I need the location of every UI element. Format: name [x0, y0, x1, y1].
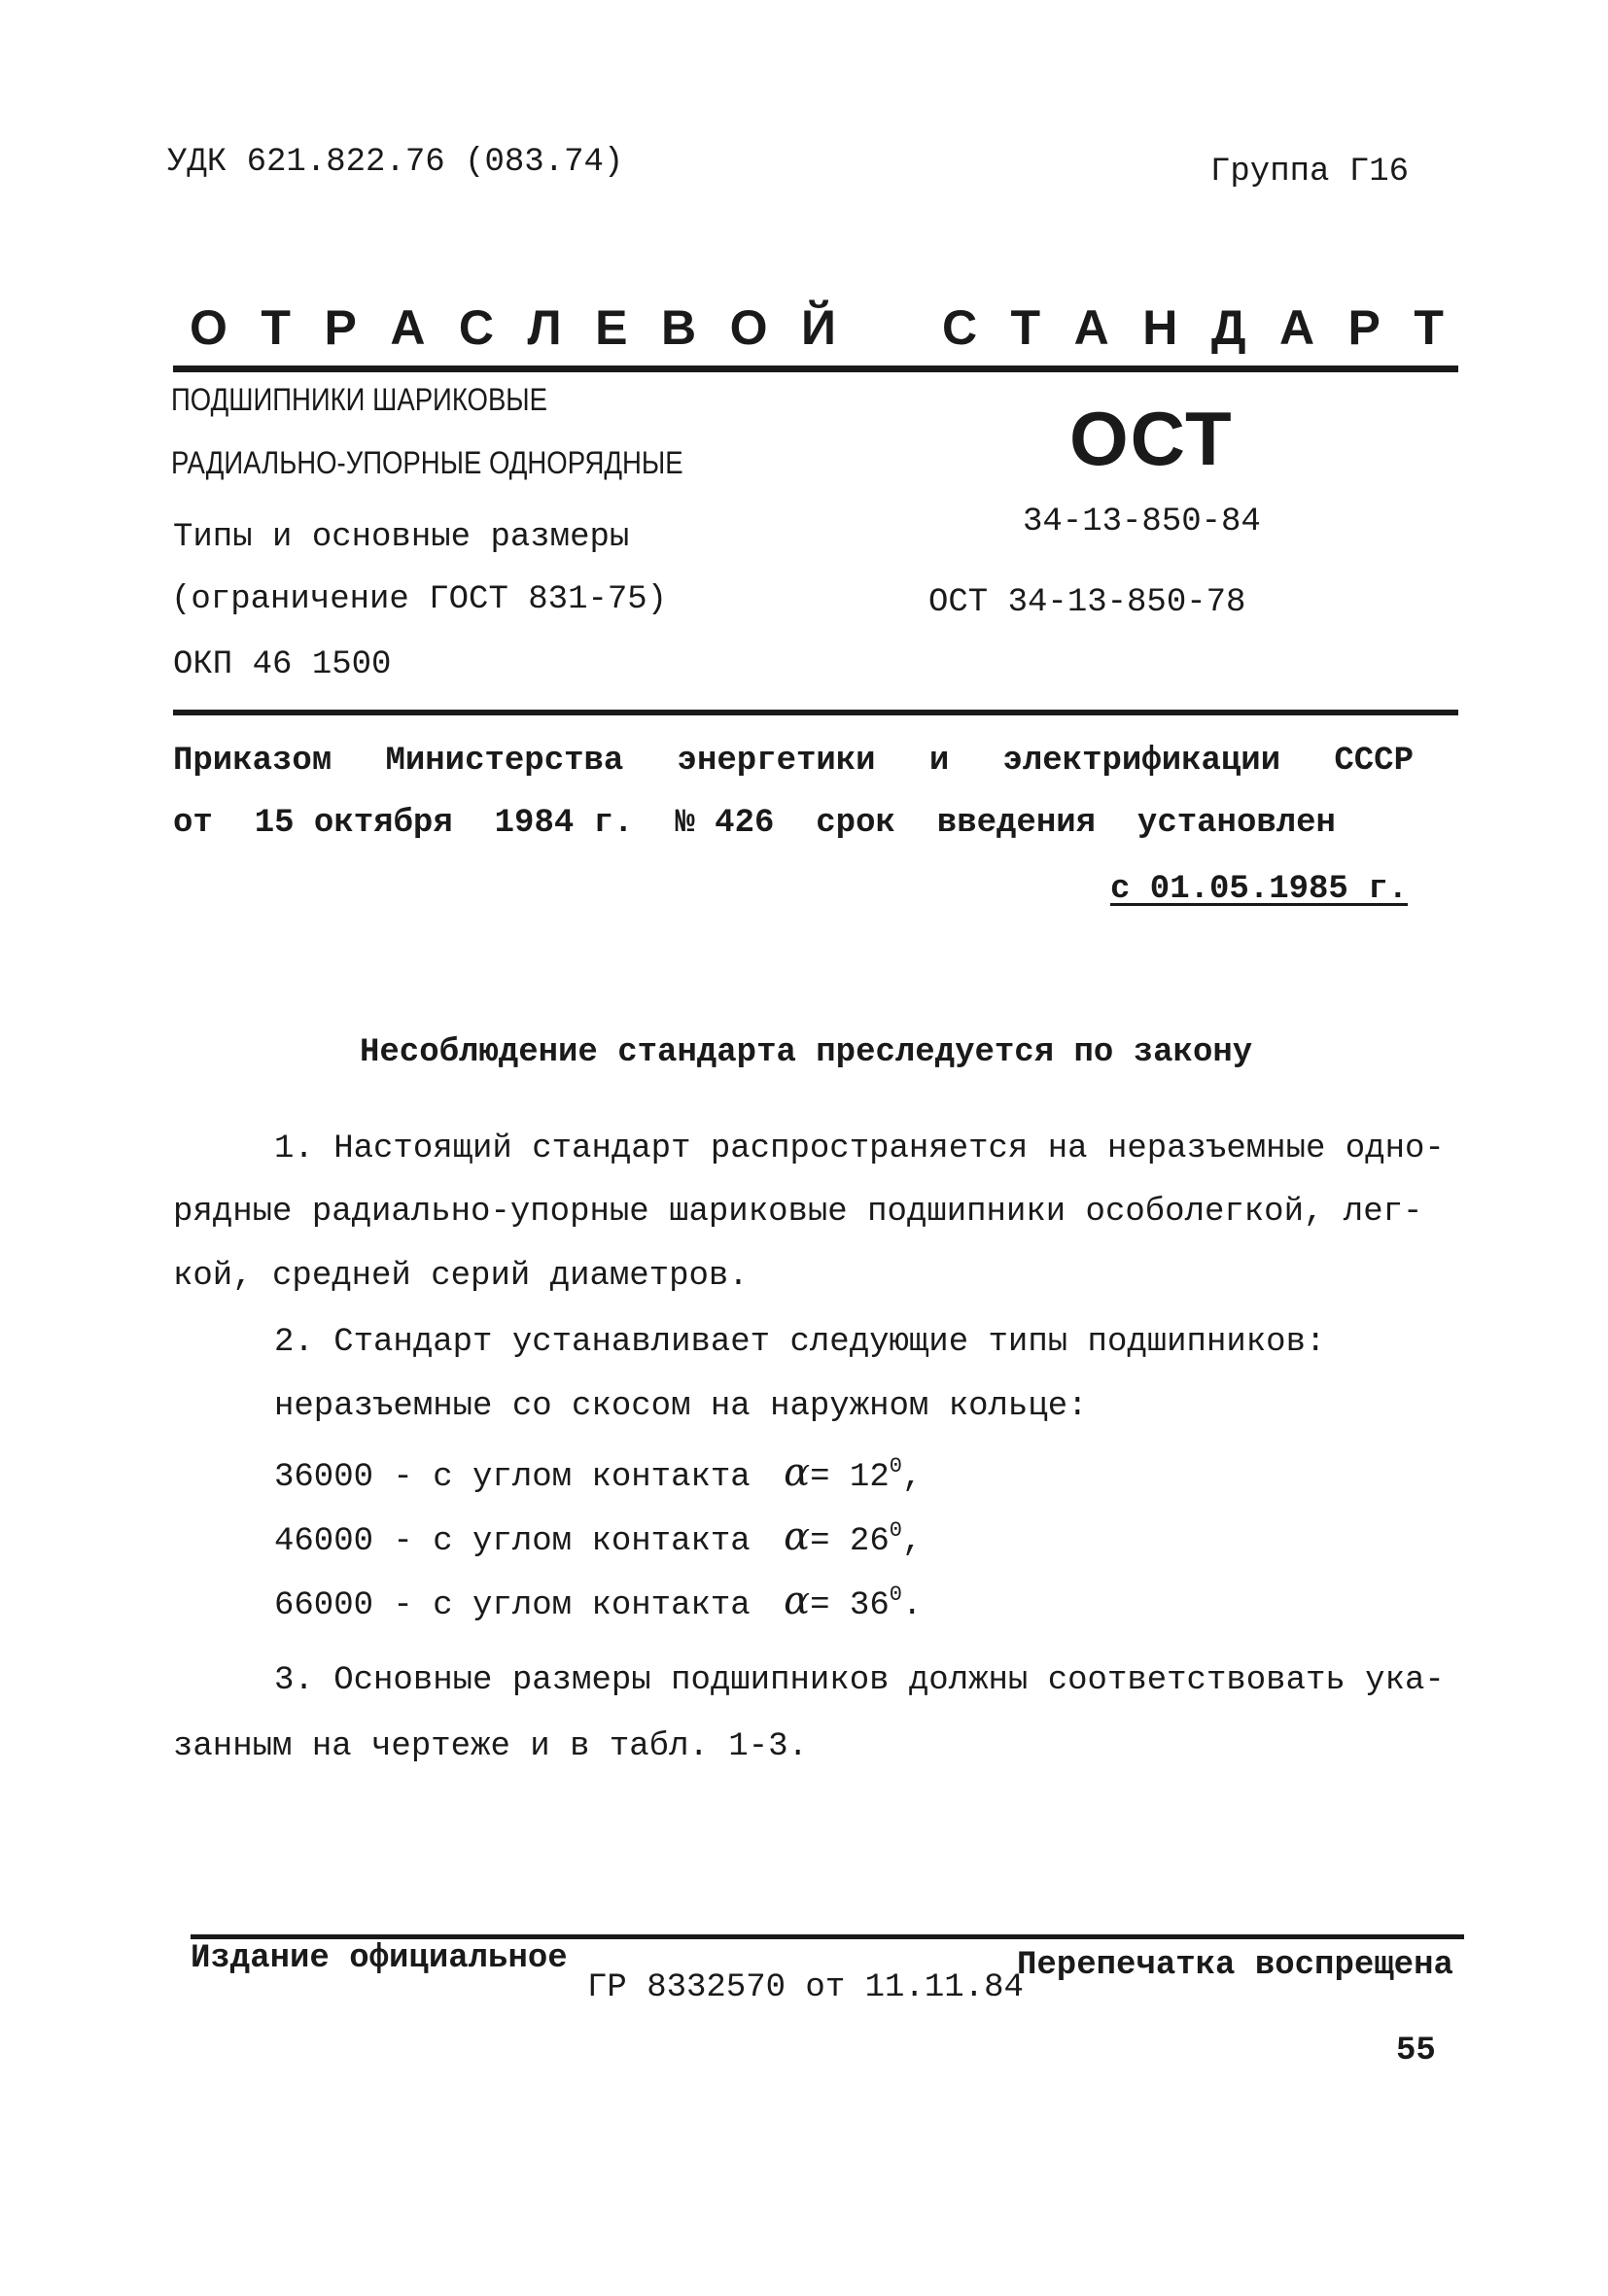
- banner-letter: Т: [261, 300, 291, 355]
- registration-number: ГР 8332570 от 11.11.84: [587, 1969, 1024, 2006]
- order-word: срок: [816, 805, 895, 842]
- order-word: Министерства: [385, 743, 624, 780]
- banner-letter: Т: [1010, 300, 1041, 355]
- paragraph-1-line-1: 1. Настоящий стандарт распространяется на неразъемные одно-: [274, 1131, 1445, 1167]
- group-code: Группа Г16: [1210, 154, 1410, 191]
- title-line-4: (ограничение ГОСТ 831-75): [171, 581, 668, 618]
- banner-letter: Н: [1142, 300, 1178, 355]
- angle-value: = 26: [810, 1523, 890, 1560]
- order-word: установлен: [1136, 805, 1336, 842]
- title-rule: [173, 710, 1458, 715]
- banner-rule: [173, 365, 1458, 372]
- alpha-symbol: α: [784, 1579, 811, 1623]
- punctuation: ,: [901, 1523, 923, 1560]
- type-code: 46000 - с углом контакта: [274, 1523, 751, 1560]
- banner-letter: Й: [801, 300, 836, 355]
- banner-letter: Д: [1210, 300, 1246, 355]
- order-line-2: [173, 807, 1336, 840]
- official-edition: Издание официальное: [191, 1940, 568, 1977]
- order-word: СССР: [1334, 743, 1414, 780]
- title-line-3: Типы и основные размеры: [173, 519, 630, 556]
- title-line-2: РАДИАЛЬНО-УПОРНЫЕ ОДНОРЯДНЫЕ: [171, 445, 683, 480]
- order-word: и: [928, 743, 950, 780]
- effective-date: с 01.05.1985 г.: [1110, 871, 1409, 908]
- order-word: Приказом: [173, 743, 332, 780]
- angle-value: = 12: [810, 1459, 890, 1496]
- angle-value: = 36: [810, 1587, 890, 1624]
- udk-code: УДК 621.822.76 (083.74): [167, 144, 624, 181]
- banner-letter: О: [190, 300, 227, 355]
- ost-heading: ОСТ: [1069, 396, 1234, 481]
- banner-letter: Р: [324, 300, 357, 355]
- bearing-type-row: [274, 1514, 923, 1560]
- banner-letter: Л: [527, 300, 562, 355]
- alpha-symbol: α: [784, 1450, 811, 1495]
- banner-letter: В: [660, 300, 697, 355]
- order-word: 15 октября: [254, 805, 453, 842]
- footer-rule: [191, 1934, 1464, 1939]
- banner-letter: Е: [595, 300, 628, 355]
- punctuation: .: [901, 1587, 923, 1624]
- banner-gap: [869, 303, 908, 352]
- bearing-type-row: [274, 1450, 923, 1496]
- standard-banner: [190, 300, 1444, 355]
- title-line-1: ПОДШИПНИКИ ШАРИКОВЫЕ: [171, 382, 548, 417]
- order-line-1: [173, 745, 1414, 778]
- page-number: 55: [1396, 2033, 1436, 2070]
- paragraph-3-line-1: 3. Основные размеры подшипников должны соответствовать ука-: [274, 1662, 1445, 1699]
- banner-letter: С: [458, 300, 495, 355]
- paragraph-1-line-3: кой, средней серий диаметров.: [173, 1258, 749, 1295]
- banner-letter: С: [941, 300, 978, 355]
- degree-mark: 0: [889, 1518, 902, 1543]
- order-word: от: [173, 805, 213, 842]
- punctuation: ,: [901, 1459, 923, 1496]
- order-word: введения: [936, 805, 1097, 842]
- bearing-type-row: [274, 1579, 923, 1624]
- ost-number: 34-13-850-84: [1023, 504, 1261, 540]
- banner-letter: Т: [1414, 300, 1444, 355]
- type-code: 66000 - с углом контакта: [274, 1587, 751, 1624]
- order-word: энергетики: [677, 743, 876, 780]
- okp-code: ОКП 46 1500: [173, 646, 392, 683]
- degree-mark: 0: [889, 1583, 902, 1607]
- paragraph-3-line-2: занным на чертеже и в табл. 1-3.: [173, 1728, 808, 1765]
- order-word: электрификации: [1002, 743, 1281, 780]
- replaced-standard: ОСТ 34-13-850-78: [928, 584, 1246, 621]
- banner-letter: О: [729, 300, 768, 355]
- paragraph-2-line-1: 2. Стандарт устанавливает следующие типы подшипников:: [274, 1324, 1326, 1361]
- banner-letter: Р: [1347, 300, 1381, 355]
- degree-mark: 0: [889, 1454, 902, 1478]
- banner-letter: А: [390, 300, 426, 355]
- reprint-prohibited: Перепечатка воспрещена: [1017, 1947, 1453, 1984]
- legal-warning: Несоблюдение стандарта преследуется по закону: [360, 1034, 1253, 1071]
- paragraph-1-line-2: рядные радиально-упорные шариковые подшипники особолегкой, лег-: [173, 1194, 1423, 1231]
- type-code: 36000 - с углом контакта: [274, 1459, 751, 1496]
- banner-letter: А: [1073, 300, 1109, 355]
- alpha-symbol: α: [784, 1514, 811, 1559]
- banner-letter: А: [1278, 300, 1315, 355]
- paragraph-2-line-2: неразъемные со скосом на наружном кольце:: [274, 1388, 1088, 1425]
- order-word: 1984 г.: [494, 805, 634, 842]
- order-word: № 426: [675, 805, 775, 842]
